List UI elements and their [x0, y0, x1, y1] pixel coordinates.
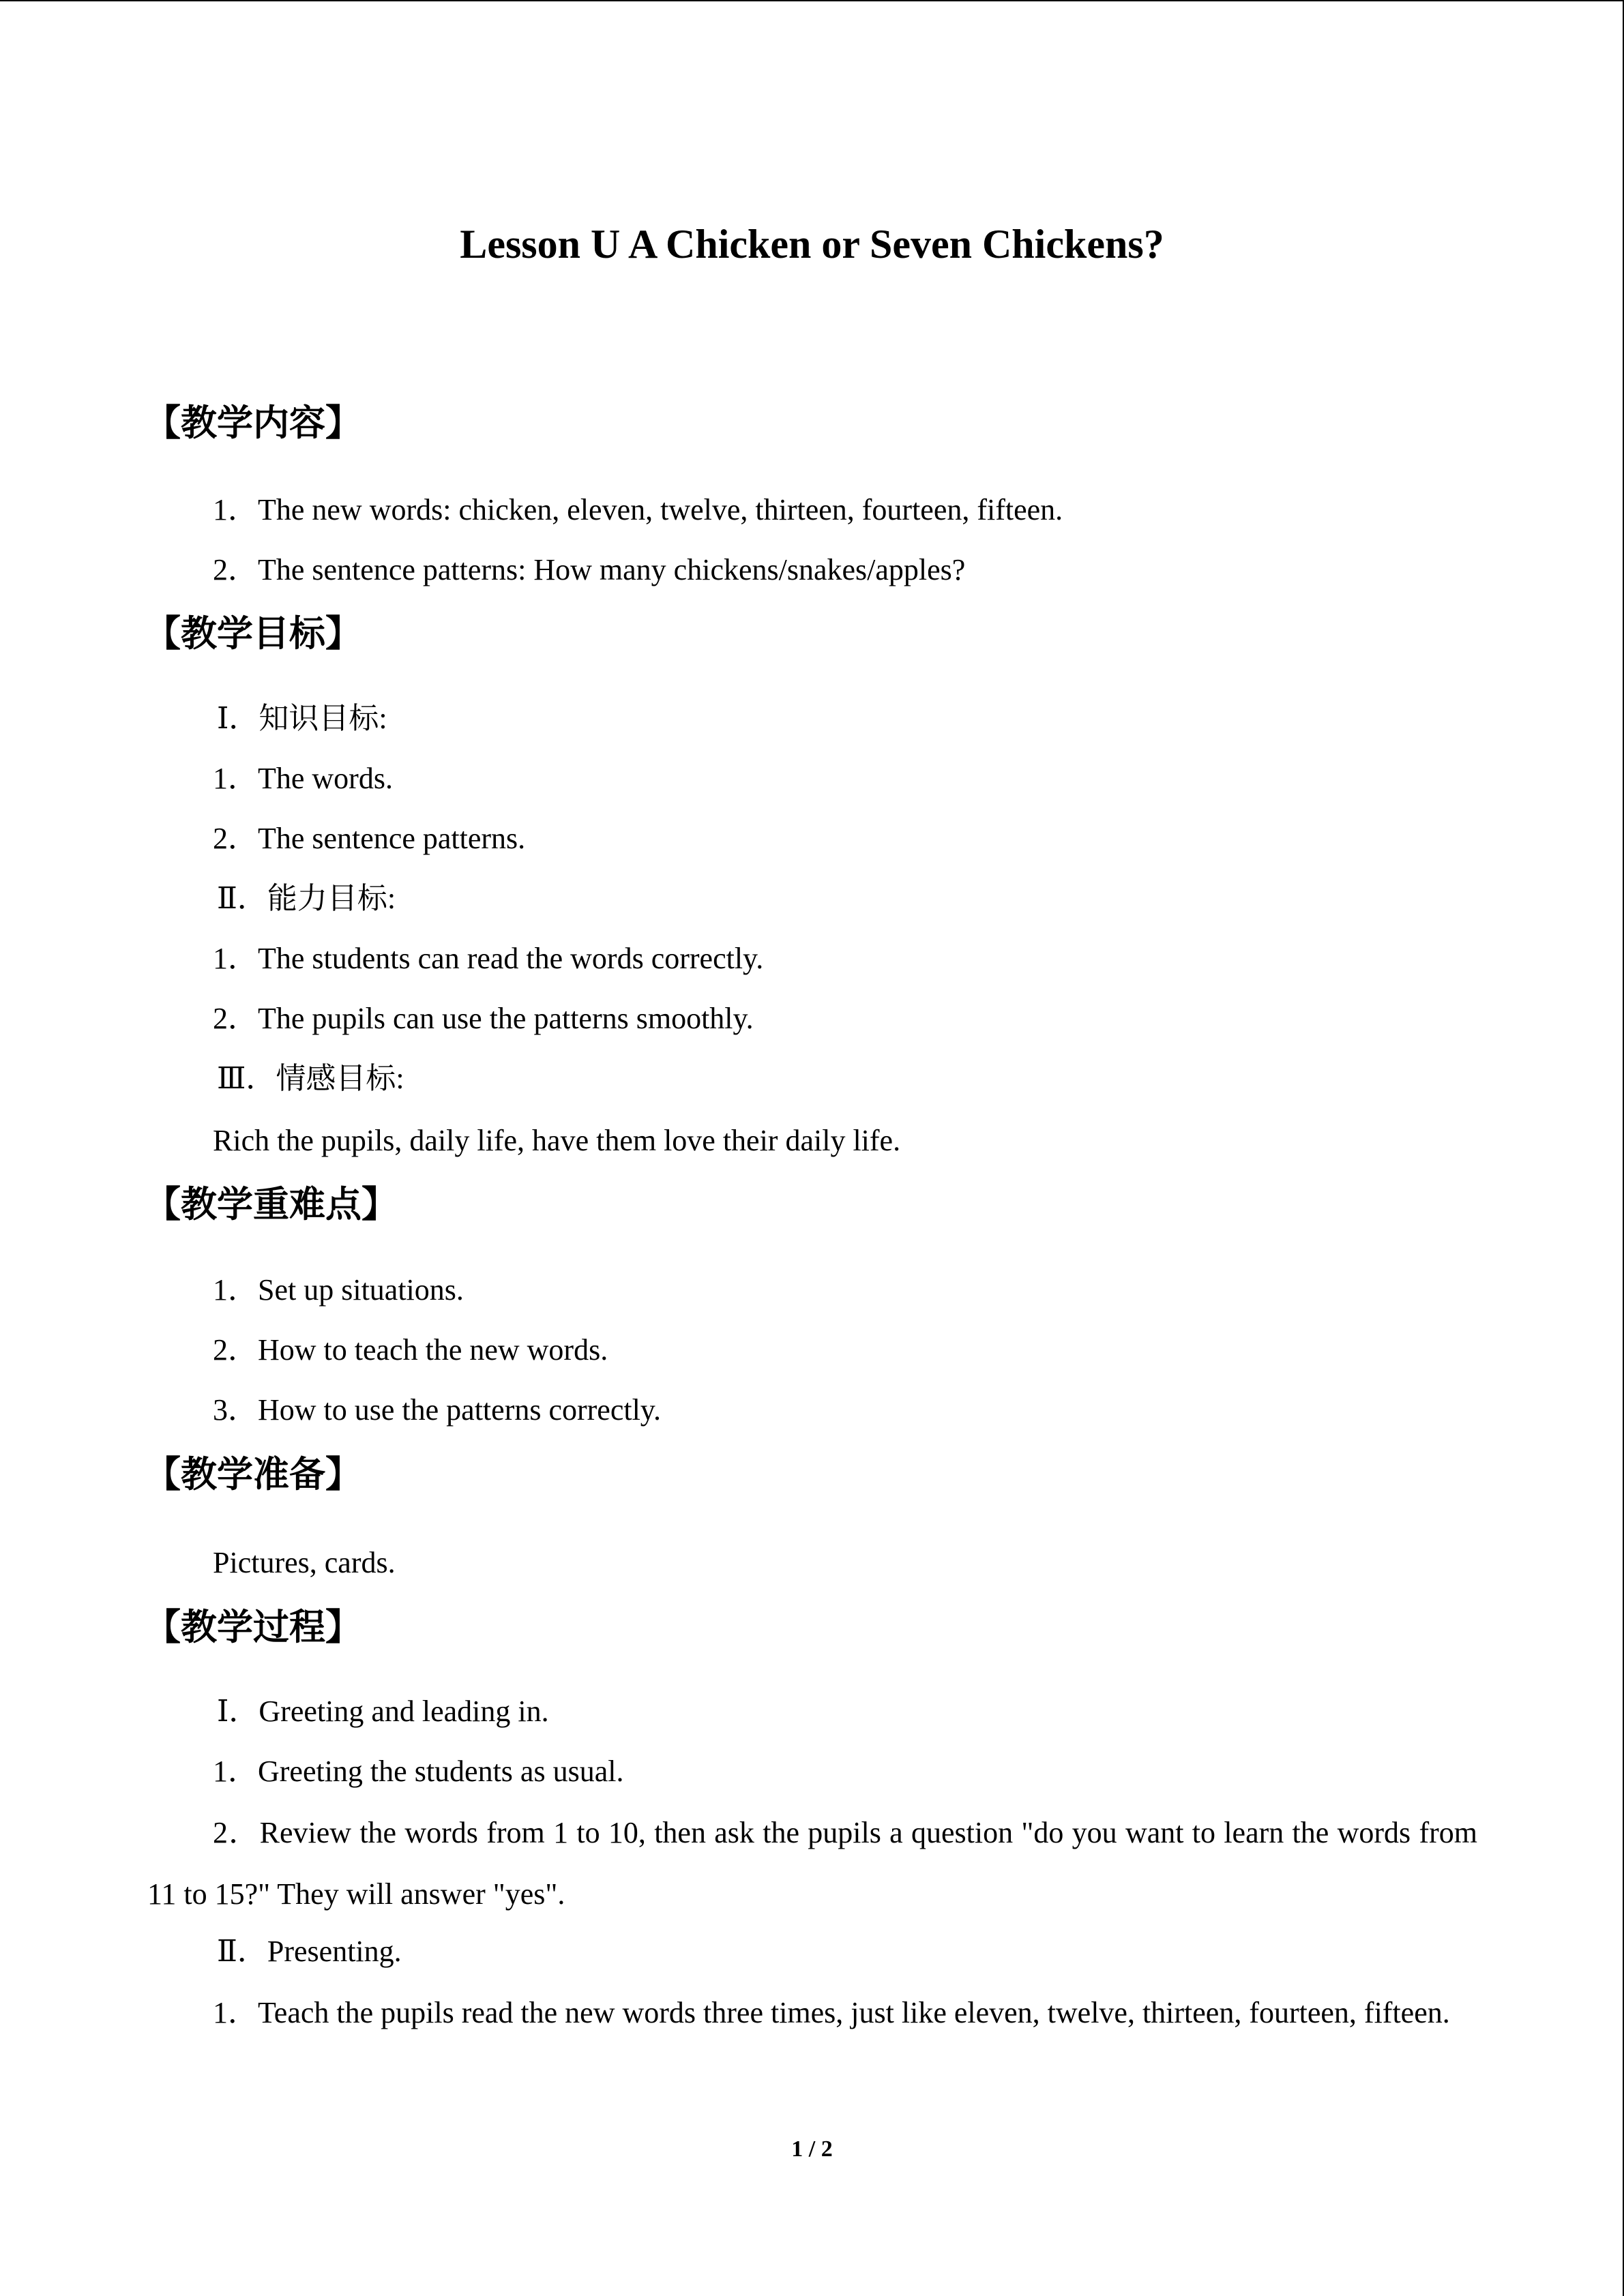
subheading-text: Greeting and leading in. — [259, 1695, 549, 1728]
subheading-text: Presenting. — [267, 1935, 402, 1968]
list-number: 1． — [213, 1996, 258, 2029]
key-point-item-2 — [213, 1331, 608, 1369]
subheading-text: 知识目标: — [259, 702, 387, 735]
list-number: 1． — [213, 942, 258, 975]
emotion-text: Rich the pupils, daily life, have them love their daily life. — [213, 1124, 901, 1157]
list-number: 1． — [213, 1755, 258, 1788]
process-step-1-item-1 — [213, 1753, 623, 1791]
key-point-item-1 — [213, 1271, 464, 1309]
list-number: 1． — [213, 493, 258, 526]
ability-item-2 — [213, 1000, 754, 1038]
objective-ability — [213, 880, 396, 918]
list-number: 3． — [213, 1393, 258, 1427]
list-number: 2． — [213, 1002, 258, 1035]
list-text: How to teach the new words. — [258, 1333, 608, 1367]
list-text: The pupils can use the patterns smoothly. — [258, 1002, 754, 1035]
page-number: 1 / 2 — [791, 2136, 833, 2162]
heading-teaching-objectives: 【教学目标】 — [145, 614, 361, 654]
roman-numeral: Ⅰ． — [217, 702, 259, 735]
objective-emotion — [213, 1060, 404, 1098]
list-number: 2． — [213, 822, 258, 855]
list-number: 2． — [213, 553, 258, 586]
list-text: Teach the pupils read the new words three times, just like eleven, twelve, thirteen, fourteen, fifteen. — [258, 1996, 1450, 2029]
list-text: How to use the patterns correctly. — [258, 1393, 661, 1427]
list-number: 2． — [213, 1816, 260, 1849]
heading-teaching-content: 【教学内容】 — [145, 404, 361, 443]
roman-numeral: Ⅱ． — [217, 882, 267, 915]
list-text: The new words: chicken, eleven, twelve, thirteen, fourteen, fifteen. — [258, 493, 1063, 526]
process-step-2 — [213, 1933, 402, 1971]
list-number: 1． — [213, 762, 258, 795]
heading-teaching-preparation: 【教学准备】 — [145, 1455, 361, 1495]
process-step-2-item-1 — [147, 1982, 1477, 2044]
subheading-text: 情感目标: — [276, 1062, 404, 1095]
heading-teaching-process: 【教学过程】 — [145, 1608, 361, 1648]
heading-key-difficult-points: 【教学重难点】 — [145, 1185, 398, 1225]
process-step-1-item-2 — [147, 1802, 1477, 1925]
roman-numeral: Ⅲ． — [217, 1062, 276, 1095]
preparation-text: Pictures, cards. — [213, 1546, 396, 1579]
document-title: Lesson U A Chicken or Seven Chickens? — [460, 222, 1164, 267]
list-text: The sentence patterns. — [258, 822, 526, 855]
list-number: 1． — [213, 1273, 258, 1307]
key-point-item-3 — [213, 1391, 661, 1429]
knowledge-item-2 — [213, 820, 525, 858]
list-text: Review the words from 1 to 10, then ask the pupils a question "do you want to learn the words from 11 to 15?" They will answer "yes". — [147, 1816, 1478, 1911]
list-text: The sentence patterns: How many chickens/snakes/apples? — [258, 553, 966, 586]
ability-item-1 — [213, 940, 763, 978]
roman-numeral: Ⅱ． — [217, 1935, 267, 1968]
content-item-2 — [213, 551, 965, 589]
roman-numeral: Ⅰ． — [217, 1695, 259, 1728]
list-text: The students can read the words correctly. — [258, 942, 764, 975]
objective-knowledge — [213, 700, 387, 738]
subheading-text: 能力目标: — [267, 882, 396, 915]
process-step-1 — [213, 1693, 549, 1731]
list-text: Set up situations. — [258, 1273, 464, 1307]
knowledge-item-1 — [213, 760, 393, 798]
list-text: The words. — [258, 762, 393, 795]
list-number: 2． — [213, 1333, 258, 1367]
content-item-1 — [213, 491, 1063, 529]
list-text: Greeting the students as usual. — [258, 1755, 624, 1788]
